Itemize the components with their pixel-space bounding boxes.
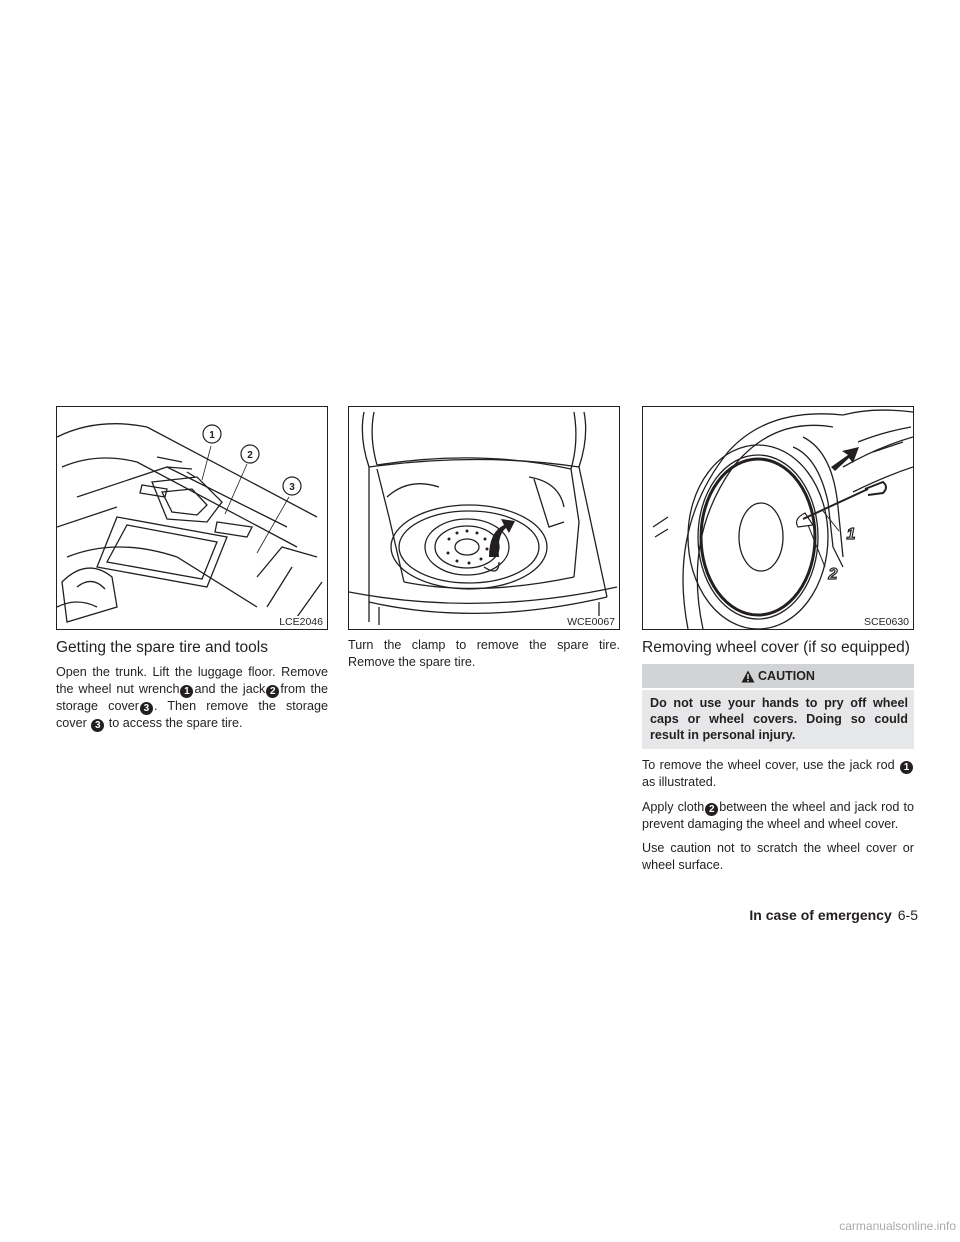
- caution-title: CAUTION: [758, 669, 815, 683]
- text-run: from the storage cover: [56, 681, 328, 713]
- footer-section-name: In case of emergency: [749, 907, 892, 923]
- caution-text: Do not use your hands to pry off wheel caps or wheel covers. Doing so could result in personal injury.: [642, 690, 914, 749]
- callout-1: 1: [209, 430, 215, 441]
- text-run: Apply cloth: [642, 799, 705, 814]
- number-marker-3: 3: [140, 702, 153, 715]
- push-arrow-icon: [831, 447, 859, 471]
- number-marker-1: 1: [900, 761, 913, 774]
- warning-triangle-icon: [741, 670, 755, 683]
- section-heading-spare-tire: Getting the spare tire and tools: [56, 639, 268, 656]
- text-run: and the jack: [194, 681, 266, 696]
- page-number: 6-5: [897, 907, 918, 923]
- text-run: Open the trunk. Lift the luggage floor. Remove the wheel nut wrench: [56, 665, 328, 696]
- number-marker-1: 1: [180, 685, 193, 698]
- figure-code: SCE0630: [864, 616, 909, 628]
- page-footer: [704, 907, 918, 923]
- column-right: [642, 406, 914, 881]
- callout-markers: [203, 425, 301, 495]
- figure-spare-tire-trunk: [348, 406, 620, 630]
- figure-spare-tire-tools: [56, 406, 328, 630]
- paragraph-turn-clamp: Turn the clamp to remove the spare tire. Remove the spare tire.: [348, 638, 620, 669]
- trunk-tools-illustration: [57, 407, 327, 629]
- text-run: between the wheel and jack rod to prevent damaging the wheel and wheel cover.: [642, 799, 914, 831]
- figure-code: LCE2046: [279, 616, 323, 628]
- figure-wheel-cover: [642, 406, 914, 630]
- callout-2: 2: [247, 450, 253, 461]
- number-marker-2: 2: [705, 803, 718, 816]
- number-marker-2: 2: [266, 685, 279, 698]
- wheel-cover-illustration: [643, 407, 913, 629]
- callout-2: 2: [828, 566, 838, 583]
- trunk-spare-tire-illustration: [349, 407, 619, 629]
- column-left: [56, 406, 328, 740]
- caution-header: [642, 664, 914, 688]
- callout-1: 1: [846, 526, 856, 543]
- paragraph-jack-rod: [642, 757, 914, 791]
- paragraph-apply-cloth: [642, 799, 914, 833]
- figure-code: WCE0067: [567, 616, 615, 628]
- paragraph-spare-tire: [56, 664, 328, 732]
- callout-3: 3: [289, 482, 295, 493]
- watermark: carmanualsonline.info: [839, 1219, 956, 1233]
- text-run: . Then remove the storage cover: [56, 698, 328, 730]
- column-middle: [348, 406, 620, 678]
- text-run: To remove the wheel cover, use the jack rod: [642, 758, 895, 772]
- section-heading-wheel-cover: Removing wheel cover (if so equipped): [642, 639, 910, 656]
- paragraph-use-caution: Use caution not to scratch the wheel cover or wheel surface.: [642, 841, 914, 872]
- number-marker-3: 3: [91, 719, 104, 732]
- text-run: as illustrated.: [642, 775, 717, 789]
- text-run: to access the spare tire.: [108, 715, 243, 730]
